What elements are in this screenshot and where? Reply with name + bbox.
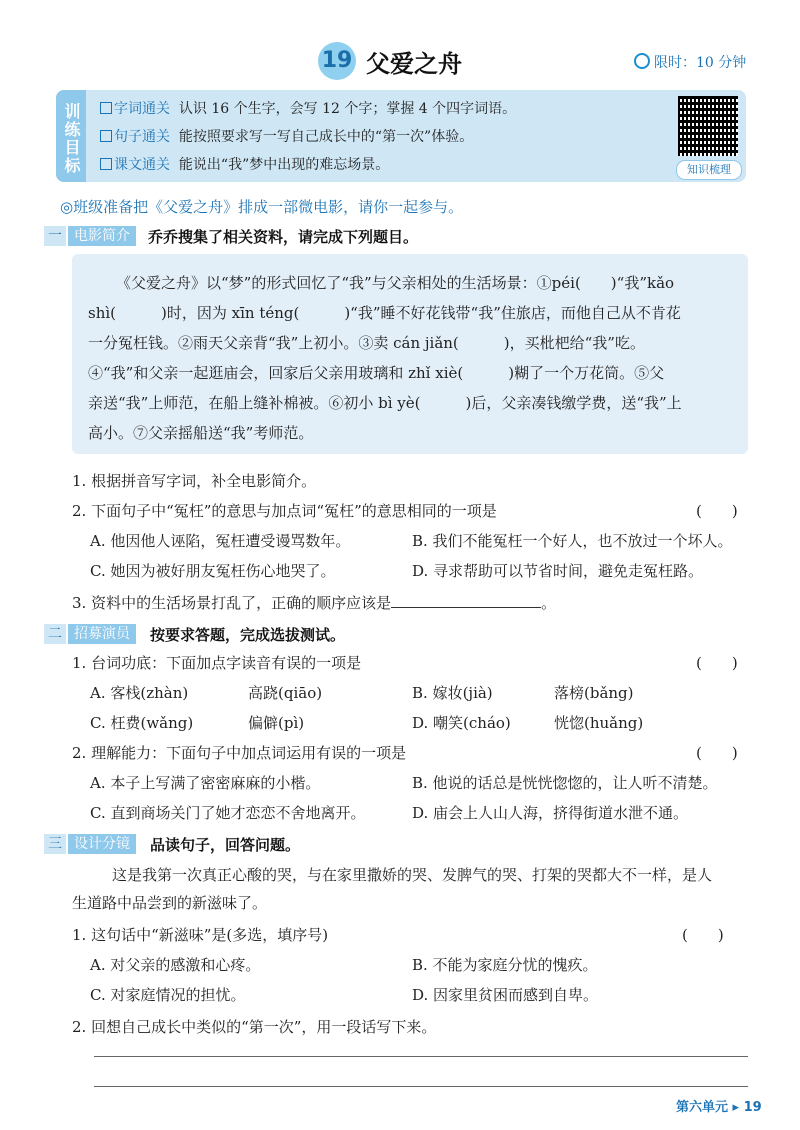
checkbox-icon <box>100 102 112 114</box>
section2-tag: 招募演员 <box>68 624 136 644</box>
goal-item <box>100 98 516 118</box>
passage-line: 一分冤枉钱。②雨天父亲背“我”上初小。③卖 cán jiǎn( )，买枇杷给“我”吃。 <box>88 334 645 352</box>
goal-item <box>100 154 389 174</box>
quote-line: 生道路中品尝到的新滋味了。 <box>72 894 268 912</box>
intro-text: ◎班级准备把《父爱之舟》排成一部微电影，请你一起参与。 <box>60 198 464 216</box>
option[interactable] <box>412 682 493 703</box>
unit-label: 第六单元 <box>676 1100 729 1115</box>
option-word: 枉费(wǎng) <box>110 714 194 732</box>
quote-line: 这是我第一次真正心酸的哭，与在家里撒娇的哭、发脾气的哭、打架的哭都大不一样，是人 <box>112 866 713 884</box>
section2-number: 二 <box>44 624 66 644</box>
option[interactable]: B. 他说的话总是恍恍惚惚的，让人听不清楚。 <box>412 774 718 792</box>
time-limit-label: 限时： <box>654 55 696 71</box>
section3-tag: 设计分镜 <box>68 834 136 854</box>
goal-item <box>100 126 473 146</box>
time-limit <box>634 52 746 72</box>
section1-number: 一 <box>44 226 66 246</box>
answer-blank[interactable] <box>391 593 541 608</box>
option-word: 嫁妆(jià) <box>432 684 493 702</box>
arrow-icon: ▸ <box>732 1100 740 1115</box>
option-letter: D. <box>412 714 434 732</box>
option[interactable]: C. 她因为被好朋友冤枉伤心地哭了。 <box>90 562 336 580</box>
option[interactable] <box>90 682 188 703</box>
option[interactable] <box>90 712 193 733</box>
option[interactable]: D. 因家里贫困而感到自卑。 <box>412 986 599 1004</box>
option-word: 落榜(bǎng) <box>554 684 634 702</box>
training-goals-tag: 训练目标 <box>56 90 86 182</box>
passage-line: 亲送“我”上师范，在船上缝补棉被。⑥初小 bì yè( )后，父亲凑钱缴学费，送“我”上 <box>88 394 682 412</box>
passage-line: 高小。⑦父亲摇船送“我”考师范。 <box>88 424 314 442</box>
question: 2. 回想自己成长中类似的“第一次”，用一段话写下来。 <box>72 1018 437 1036</box>
question-end: 。 <box>541 594 557 612</box>
section3-number: 三 <box>44 834 66 854</box>
section1-heading: 乔乔搜集了相关资料，请完成下列题目。 <box>148 228 419 246</box>
section3-heading: 品读句子，回答问题。 <box>150 836 301 854</box>
goal-label: 课文通关 <box>114 157 170 173</box>
page-footer <box>676 1096 762 1115</box>
question: 2. 理解能力：下面句子中加点词运用有误的一项是 <box>72 744 407 762</box>
option[interactable]: B. 我们不能冤枉一个好人，也不放过一个坏人。 <box>412 532 733 550</box>
answer-paren[interactable]: ( ) <box>696 744 738 762</box>
option-word: 客栈(zhàn) <box>110 684 189 702</box>
goal-text: 能说出“我”梦中出现的难忘场景。 <box>178 157 390 173</box>
answer-paren[interactable]: ( ) <box>682 926 724 944</box>
page-title: 父爱之舟 <box>366 50 462 78</box>
qr-label[interactable]: 知识梳理 <box>676 160 742 180</box>
lesson-number-badge: 19 <box>318 42 356 80</box>
option[interactable] <box>412 712 511 733</box>
passage-line: ④“我”和父亲一起逛庙会，回家后父亲用玻璃和 zhǐ xiè( )糊了一个万花筒。⑤父 <box>88 364 665 382</box>
option[interactable]: D. 寻求帮助可以节省时间，避免走冤枉路。 <box>412 562 704 580</box>
option[interactable]: A. 对父亲的感激和心疼。 <box>90 956 261 974</box>
question: 1. 这句话中“新滋味”是(多选，填序号) <box>72 926 329 944</box>
option-letter: B. <box>412 684 433 702</box>
qr-code-icon[interactable] <box>678 96 738 156</box>
writing-line[interactable] <box>94 1086 748 1087</box>
option[interactable]: A. 他因他人诬陷，冤枉遭受谩骂数年。 <box>90 532 351 550</box>
clock-icon <box>634 53 650 69</box>
question: 1. 根据拼音写字词，补全电影简介。 <box>72 472 317 490</box>
option-letter: C. <box>90 714 111 732</box>
section1-tag: 电影简介 <box>68 226 136 246</box>
answer-paren[interactable]: ( ) <box>696 502 738 520</box>
option-word: 嘲笑(cháo) <box>433 714 511 732</box>
option-word: 高跷(qiāo) <box>248 684 323 702</box>
question: 1. 台词功底：下面加点字读音有误的一项是 <box>72 654 362 672</box>
option-word: 恍惚(huǎng) <box>554 714 644 732</box>
goal-label: 字词通关 <box>114 101 170 117</box>
passage-line: shì( )时，因为 xīn téng( )“我”睡不好花钱带“我”住旅店，而他自己从不肯花 <box>88 304 681 322</box>
goal-label: 句子通关 <box>114 129 170 145</box>
option[interactable]: C. 对家庭情况的担忧。 <box>90 986 246 1004</box>
option-letter: A. <box>90 684 111 702</box>
section2-heading: 按要求答题，完成选拔测试。 <box>150 626 346 644</box>
writing-line[interactable] <box>94 1056 748 1057</box>
option-word: 偏僻(pì) <box>248 714 305 732</box>
checkbox-icon <box>100 158 112 170</box>
question-text: 3. 资料中的生活场景打乱了，正确的顺序应该是 <box>72 594 392 612</box>
question <box>72 592 556 613</box>
question: 2. 下面句子中“冤枉”的意思与加点词“冤枉”的意思相同的一项是 <box>72 502 497 520</box>
time-limit-value: 10 分钟 <box>696 55 747 71</box>
goal-text: 认识 16 个生字，会写 12 个字；掌握 4 个四字词语。 <box>178 101 517 117</box>
checkbox-icon <box>100 130 112 142</box>
option[interactable]: A. 本子上写满了密密麻麻的小楷。 <box>90 774 321 792</box>
answer-paren[interactable]: ( ) <box>696 654 738 672</box>
option[interactable]: D. 庙会上人山人海，挤得街道水泄不通。 <box>412 804 689 822</box>
option[interactable]: C. 直到商场关门了她才恋恋不舍地离开。 <box>90 804 366 822</box>
passage-line: 《父爱之舟》以“梦”的形式回忆了“我”与父亲相处的生活场景：①péi( )“我”kǎo <box>116 274 675 292</box>
page-number: 19 <box>743 1100 762 1115</box>
option[interactable]: B. 不能为家庭分忧的愧疚。 <box>412 956 598 974</box>
goal-text: 能按照要求写一写自己成长中的“第一次”体验。 <box>178 129 474 145</box>
